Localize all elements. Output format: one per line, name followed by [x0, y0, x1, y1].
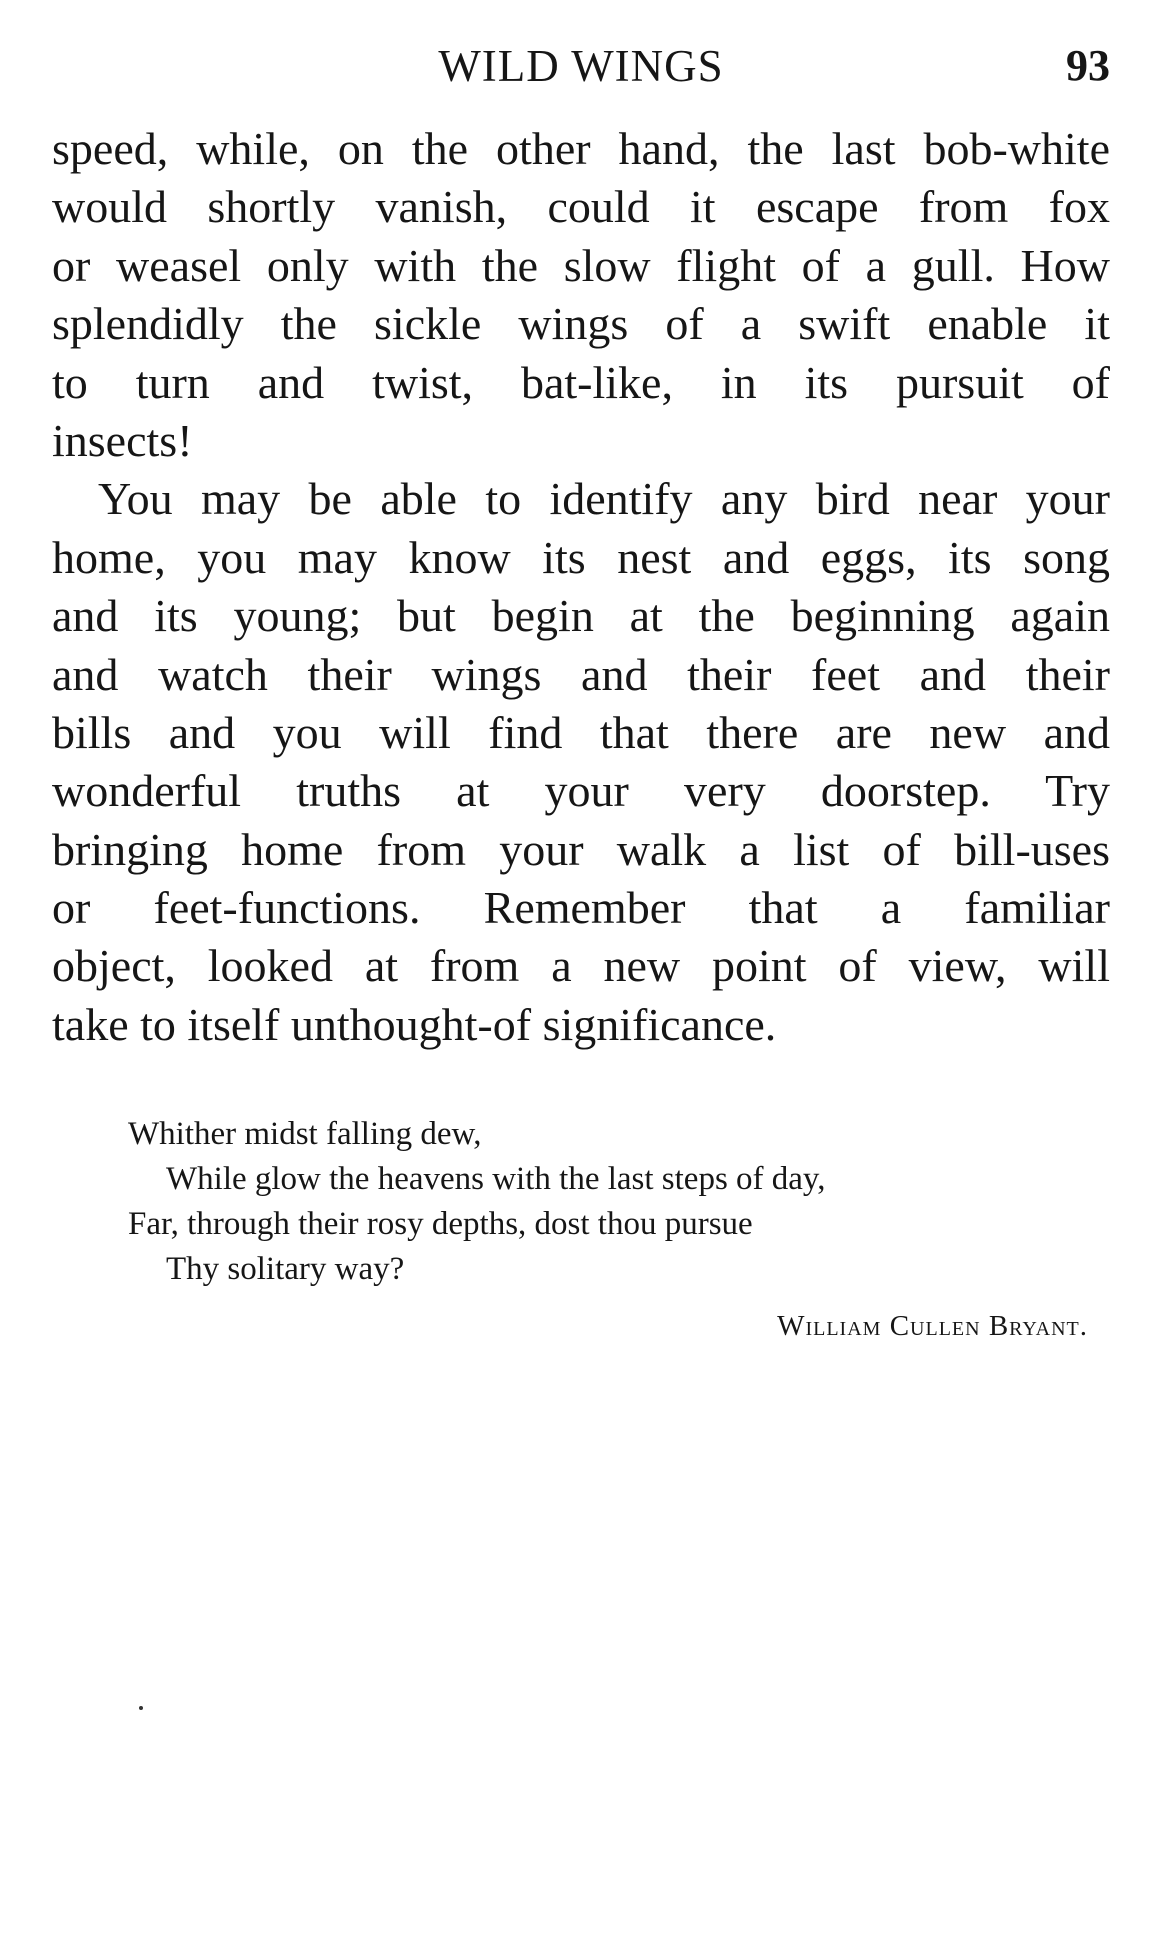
page-number: 93: [1066, 41, 1110, 90]
text-line: to turn and twist, bat-like, in its pursuit of: [52, 356, 1110, 408]
text-line: or feet-functions. Remember that a familiar: [52, 882, 1110, 934]
text-line: bringing home from your walk a list of bill-uses: [52, 823, 1110, 875]
text-line: or weasel only with the slow flight of a gull. How: [52, 239, 1110, 291]
text-line: splendidly the sickle wings of a swift enable it: [52, 298, 1110, 350]
poem-attribution: William Cullen Bryant.: [777, 1310, 1088, 1342]
text-line: speed, while, on the other hand, the last bob-white: [52, 123, 1110, 174]
running-title: WILD WINGS: [438, 41, 724, 91]
text-line: home, you may know its nest and eggs, its song: [52, 531, 1110, 583]
text-line: take to itself unthought-of significance.: [52, 998, 777, 1050]
text-line: and watch their wings and their feet and their: [52, 648, 1110, 700]
text-line: wonderful truths at your very doorstep. Try: [52, 765, 1110, 817]
text-line: object, looked at from a new point of view, will: [52, 940, 1110, 992]
text-line: You may be able to identify any bird near your: [98, 473, 1110, 525]
text-line: bills and you will find that there are new and: [52, 706, 1110, 758]
paragraph: [52, 120, 1110, 470]
poem-epigraph: [52, 1112, 1110, 1348]
text-line: and its young; but begin at the beginning again: [52, 590, 1110, 642]
text-line: would shortly vanish, could it escape from fox: [52, 181, 1110, 233]
poem-line: Far, through their rosy depths, dost thou pursue: [128, 1206, 753, 1242]
paragraph: [52, 470, 1110, 1054]
body-text: [52, 120, 1110, 1054]
ink-speck: [139, 1706, 143, 1710]
poem-line: Thy solitary way?: [166, 1251, 405, 1287]
text-line: insects!: [52, 414, 193, 466]
poem-line: Whither midst falling dew,: [128, 1116, 482, 1152]
poem-line: While glow the heavens with the last steps of day,: [166, 1161, 826, 1197]
running-head: [52, 38, 1110, 94]
